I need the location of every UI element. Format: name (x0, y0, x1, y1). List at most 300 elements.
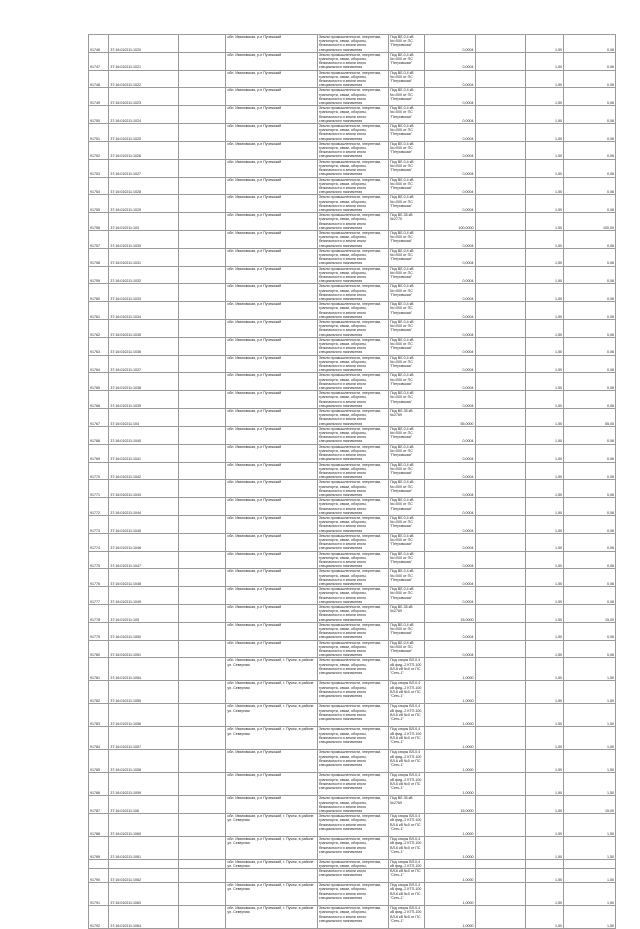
tax-rate-cell: 1,50 (526, 284, 564, 302)
address-cell: обл. Ивановская, р-н Пучежский (226, 177, 318, 195)
row-number-cell: 91749 (89, 88, 109, 106)
table-row (89, 444, 616, 462)
area-cell: 0,0004 (424, 551, 475, 569)
cadastral-number-cell: 37:16:010211:1020 (109, 35, 178, 53)
land-category-cell: Земли промышленности, энергетики, транспорта, связи, обороны, безопасности и земли иного специального назначения (317, 373, 388, 391)
empty-cell (178, 88, 226, 106)
empty-cell (475, 213, 526, 231)
area-cell: 0,0004 (424, 284, 475, 302)
empty-cell (475, 837, 526, 860)
empty-cell (178, 426, 226, 444)
empty-cell (178, 409, 226, 427)
tax-amount-cell: 0,06 (564, 480, 616, 498)
empty-cell (178, 141, 226, 159)
land-use-cell: Под ВЛ-0,4 кВ №=000 от ПС "Петровская" (389, 35, 425, 53)
row-number-cell: 91759 (89, 266, 109, 284)
cadastral-number-cell: 37:16:010211:1051 (109, 640, 178, 658)
area-cell: 0,0004 (424, 640, 475, 658)
table-row (89, 337, 616, 355)
empty-cell (178, 796, 226, 814)
land-use-cell: Под ВЛ-0,4 кВ №=000 от ПС "Петровская" (389, 622, 425, 640)
empty-cell (178, 533, 226, 551)
tax-amount-cell: 0,06 (564, 551, 616, 569)
tax-amount-cell: 0,06 (564, 35, 616, 53)
empty-cell (178, 551, 226, 569)
address-cell: обл. Ивановская, р-н Пучежский (226, 337, 318, 355)
cadastral-number-cell: 37:16:010211:1058 (109, 750, 178, 773)
land-category-cell: Земли промышленности, энергетики, транспорта, связи, обороны, безопасности и земли иного специального назначения (317, 533, 388, 551)
tax-rate-cell: 1,50 (526, 195, 564, 213)
cadastral-number-cell: 37:16:010211:1056 (109, 704, 178, 727)
land-use-cell: Под опоры ВЛ-0,4 кВ фид.-2 КТП-100 ВЛ-6 кВ №0 от ПС "Сеть-1" (389, 681, 425, 704)
row-number-cell: 91760 (89, 284, 109, 302)
cadastral-number-cell: 37:16:010211:1061 (109, 837, 178, 860)
row-number-cell: 91750 (89, 106, 109, 124)
address-cell: обл. Ивановская, р-н Пучежский, г. Пучеж, в районе ул. Северная (226, 681, 318, 704)
land-use-cell: Под ВЛ-35 кВ №2769 (389, 605, 425, 623)
empty-cell (475, 426, 526, 444)
cadastral-number-cell: 37:16:010211:1035 (109, 320, 178, 338)
tax-amount-cell: 0,06 (564, 587, 616, 605)
row-number-cell: 91754 (89, 177, 109, 195)
land-category-cell: Земли промышленности, энергетики, транспорта, связи, обороны, безопасности и земли иного специального назначения (317, 35, 388, 53)
empty-cell (475, 551, 526, 569)
tax-rate-cell: 1,50 (526, 444, 564, 462)
table-row (89, 587, 616, 605)
cadastral-number-cell: 37:16:010211:1060 (109, 814, 178, 837)
area-cell: 0,0004 (424, 177, 475, 195)
land-use-cell: Под опоры ВЛ-0,4 кВ фид.-2 КТП-100 ВЛ-6 кВ №0 от ПС "Сеть-1" (389, 837, 425, 860)
address-cell: обл. Ивановская, р-н Пучежский (226, 141, 318, 159)
land-category-cell: Земли промышленности, энергетики, транспорта, связи, обороны, безопасности и земли иного специального назначения (317, 177, 388, 195)
address-cell: обл. Ивановская, р-н Пучежский (226, 124, 318, 142)
row-number-cell: 91792 (89, 906, 109, 929)
tax-amount-cell: 0,06 (564, 177, 616, 195)
address-cell: обл. Ивановская, р-н Пучежский (226, 52, 318, 70)
tax-rate-cell: 1,50 (526, 480, 564, 498)
row-number-cell: 91752 (89, 141, 109, 159)
table-row (89, 284, 616, 302)
tax-amount-cell: 0,06 (564, 320, 616, 338)
tax-rate-cell: 1,50 (526, 837, 564, 860)
land-category-cell: Земли промышленности, энергетики, транспорта, связи, обороны, безопасности и земли иного специального назначения (317, 426, 388, 444)
empty-cell (475, 337, 526, 355)
tax-rate-cell: 1,50 (526, 337, 564, 355)
table-row (89, 640, 616, 658)
land-use-cell: Под ВЛ-0,4 кВ №=000 от ПС "Петровская" (389, 515, 425, 533)
table-row (89, 409, 616, 427)
cadastral-number-cell: 37:16:010211:1036 (109, 337, 178, 355)
cadastral-number-cell: 37:16:010211:1044 (109, 498, 178, 516)
address-cell: обл. Ивановская, р-н Пучежский (226, 551, 318, 569)
area-cell: 0,0004 (424, 515, 475, 533)
land-category-cell: Земли промышленности, энергетики, транспорта, связи, обороны, безопасности и земли иного специального назначения (317, 480, 388, 498)
area-cell: 0,0004 (424, 569, 475, 587)
row-number-cell: 91786 (89, 773, 109, 796)
tax-rate-cell: 1,50 (526, 533, 564, 551)
empty-cell (475, 355, 526, 373)
land-category-cell: Земли промышленности, энергетики, транспорта, связи, обороны, безопасности и земли иного специального назначения (317, 837, 388, 860)
land-use-cell: Под ВЛ-0,4 кВ №=000 от ПС "Петровская" (389, 551, 425, 569)
tax-rate-cell: 1,50 (526, 622, 564, 640)
row-number-cell: 91791 (89, 883, 109, 906)
tax-rate-cell: 1,50 (526, 640, 564, 658)
address-cell: обл. Ивановская, р-н Пучежский, г. Пучеж, в районе ул. Северная (226, 814, 318, 837)
table-row (89, 658, 616, 681)
land-category-cell: Земли промышленности, энергетики, транспорта, связи, обороны, безопасности и земли иного специального назначения (317, 462, 388, 480)
tax-rate-cell: 1,50 (526, 605, 564, 623)
empty-cell (475, 444, 526, 462)
row-number-cell: 91776 (89, 569, 109, 587)
land-category-cell: Земли промышленности, энергетики, транспорта, связи, обороны, безопасности и земли иного специального назначения (317, 814, 388, 837)
address-cell: обл. Ивановская, р-н Пучежский (226, 320, 318, 338)
cadastral-number-cell: 37:16:010211:1038 (109, 373, 178, 391)
tax-amount-cell: 1,50 (564, 837, 616, 860)
cadastral-number-cell: 37:16:010211:1031 (109, 248, 178, 266)
tax-amount-cell: 1,50 (564, 814, 616, 837)
cadastral-number-cell: 37:16:010211:1021 (109, 52, 178, 70)
cadastral-number-cell: 37:16:010211:1022 (109, 70, 178, 88)
empty-cell (178, 622, 226, 640)
address-cell: обл. Ивановская, р-н Пучежский (226, 569, 318, 587)
address-cell: обл. Ивановская, р-н Пучежский (226, 35, 318, 53)
land-use-cell: Под ВЛ-0,4 кВ №=000 от ПС "Петровская" (389, 52, 425, 70)
area-cell: 1,0000 (424, 860, 475, 883)
row-number-cell: 91770 (89, 462, 109, 480)
table-row (89, 727, 616, 750)
row-number-cell: 91790 (89, 860, 109, 883)
cadastral-number-cell: 37:16:010211:103 (109, 213, 178, 231)
empty-cell (178, 70, 226, 88)
row-number-cell: 91758 (89, 248, 109, 266)
land-category-cell: Земли промышленности, энергетики, транспорта, связи, обороны, безопасности и земли иного специального назначения (317, 106, 388, 124)
table-row (89, 141, 616, 159)
land-category-cell: Земли промышленности, энергетики, транспорта, связи, обороны, безопасности и земли иного специального назначения (317, 302, 388, 320)
empty-cell (475, 159, 526, 177)
tax-amount-cell: 0,06 (564, 444, 616, 462)
area-cell: 0,0004 (424, 230, 475, 248)
row-number-cell: 91774 (89, 533, 109, 551)
land-category-cell: Земли промышленности, энергетики, транспорта, связи, обороны, безопасности и земли иного специального назначения (317, 52, 388, 70)
cadastral-number-cell: 37:16:010211:1041 (109, 444, 178, 462)
row-number-cell: 91756 (89, 213, 109, 231)
tax-rate-cell: 1,50 (526, 498, 564, 516)
cadastral-number-cell: 37:16:010211:1064 (109, 906, 178, 929)
empty-cell (475, 70, 526, 88)
tax-rate-cell: 1,50 (526, 860, 564, 883)
row-number-cell: 91753 (89, 159, 109, 177)
table-row (89, 88, 616, 106)
table-row (89, 213, 616, 231)
land-category-cell: Земли промышленности, энергетики, транспорта, связи, обороны, безопасности и земли иного специального назначения (317, 230, 388, 248)
empty-cell (475, 773, 526, 796)
land-category-cell: Земли промышленности, энергетики, транспорта, связи, обороны, безопасности и земли иного специального назначения (317, 444, 388, 462)
tax-rate-cell: 1,50 (526, 141, 564, 159)
address-cell: обл. Ивановская, р-н Пучежский, г. Пучеж, в районе ул. Северная (226, 883, 318, 906)
tax-amount-cell: 0,06 (564, 515, 616, 533)
tax-rate-cell: 1,50 (526, 883, 564, 906)
empty-cell (178, 159, 226, 177)
empty-cell (475, 533, 526, 551)
tax-amount-cell: 1,50 (564, 704, 616, 727)
address-cell: обл. Ивановская, р-н Пучежский (226, 230, 318, 248)
row-number-cell: 91772 (89, 498, 109, 516)
empty-cell (178, 883, 226, 906)
empty-cell (475, 569, 526, 587)
land-use-cell: Под ВЛ-0,4 кВ №=000 от ПС "Петровская" (389, 177, 425, 195)
land-category-cell: Земли промышленности, энергетики, транспорта, связи, обороны, безопасности и земли иного специального назначения (317, 622, 388, 640)
cadastral-number-cell: 37:16:010211:1050 (109, 622, 178, 640)
land-category-cell: Земли промышленности, энергетики, транспорта, связи, обороны, безопасности и земли иного специального назначения (317, 195, 388, 213)
tax-amount-cell: 0,06 (564, 533, 616, 551)
land-category-cell: Земли промышленности, энергетики, транспорта, связи, обороны, безопасности и земли иного специального назначения (317, 320, 388, 338)
table-row (89, 837, 616, 860)
table-row (89, 480, 616, 498)
area-cell: 0,0004 (424, 159, 475, 177)
empty-cell (178, 213, 226, 231)
land-category-cell: Земли промышленности, энергетики, транспорта, связи, обороны, безопасности и земли иного специального назначения (317, 658, 388, 681)
tax-rate-cell: 1,50 (526, 426, 564, 444)
table-row (89, 195, 616, 213)
tax-rate-cell: 1,50 (526, 569, 564, 587)
empty-cell (178, 462, 226, 480)
tax-rate-cell: 1,50 (526, 52, 564, 70)
cadastral-number-cell: 37:16:010211:1048 (109, 569, 178, 587)
address-cell: обл. Ивановская, р-н Пучежский (226, 373, 318, 391)
empty-cell (475, 177, 526, 195)
tax-amount-cell: 0,06 (564, 195, 616, 213)
land-use-cell: Под ВЛ-0,4 кВ №=000 от ПС "Петровская" (389, 88, 425, 106)
cadastral-number-cell: 37:16:010211:1028 (109, 177, 178, 195)
tax-rate-cell: 1,50 (526, 106, 564, 124)
cadastral-number-cell: 37:16:010211:1042 (109, 462, 178, 480)
empty-cell (475, 35, 526, 53)
land-category-cell: Земли промышленности, энергетики, транспорта, связи, обороны, безопасности и земли иного специального назначения (317, 796, 388, 814)
table-row (89, 605, 616, 623)
tax-rate-cell: 1,50 (526, 515, 564, 533)
land-category-cell: Земли промышленности, энергетики, транспорта, связи, обороны, безопасности и земли иного специального назначения (317, 681, 388, 704)
area-cell: 1,0000 (424, 658, 475, 681)
land-use-cell: Под ВЛ-0,4 кВ №=000 от ПС "Петровская" (389, 106, 425, 124)
tax-rate-cell: 1,50 (526, 320, 564, 338)
empty-cell (178, 773, 226, 796)
tax-amount-cell: 1,50 (564, 658, 616, 681)
row-number-cell: 91778 (89, 605, 109, 623)
tax-rate-cell: 1,50 (526, 681, 564, 704)
empty-cell (475, 230, 526, 248)
tax-amount-cell: 1,50 (564, 773, 616, 796)
address-cell: обл. Ивановская, р-н Пучежский (226, 195, 318, 213)
tax-amount-cell: 0,06 (564, 462, 616, 480)
row-number-cell: 91764 (89, 355, 109, 373)
table-row (89, 906, 616, 929)
empty-cell (475, 248, 526, 266)
land-use-cell: Под ВЛ-0,4 кВ №=000 от ПС "Петровская" (389, 302, 425, 320)
empty-cell (475, 284, 526, 302)
cadastral-number-cell: 37:16:010211:1054 (109, 658, 178, 681)
empty-cell (178, 320, 226, 338)
row-number-cell: 91767 (89, 409, 109, 427)
area-cell: 1,0000 (424, 681, 475, 704)
table-row (89, 106, 616, 124)
address-cell: обл. Ивановская, р-н Пучежский (226, 426, 318, 444)
empty-cell (475, 640, 526, 658)
tax-amount-cell: 1,50 (564, 727, 616, 750)
area-cell: 1,0000 (424, 750, 475, 773)
land-category-cell: Земли промышленности, энергетики, транспорта, связи, обороны, безопасности и земли иного специального назначения (317, 727, 388, 750)
empty-cell (178, 587, 226, 605)
empty-cell (178, 814, 226, 837)
table-row (89, 515, 616, 533)
tax-rate-cell: 1,50 (526, 373, 564, 391)
address-cell: обл. Ивановская, р-н Пучежский (226, 284, 318, 302)
address-cell: обл. Ивановская, р-н Пучежский (226, 409, 318, 427)
area-cell: 0,0004 (424, 70, 475, 88)
row-number-cell: 91766 (89, 391, 109, 409)
tax-amount-cell: 0,06 (564, 498, 616, 516)
tax-amount-cell: 0,06 (564, 640, 616, 658)
area-cell: 0,0004 (424, 426, 475, 444)
address-cell: обл. Ивановская, р-н Пучежский (226, 462, 318, 480)
row-number-cell: 91748 (89, 70, 109, 88)
row-number-cell: 91769 (89, 444, 109, 462)
tax-amount-cell: 15,00 (564, 605, 616, 623)
land-use-cell: Под ВЛ-0,4 кВ №=000 от ПС "Петровская" (389, 569, 425, 587)
land-category-cell: Земли промышленности, энергетики, транспорта, связи, обороны, безопасности и земли иного специального назначения (317, 409, 388, 427)
land-category-cell: Земли промышленности, энергетики, транспорта, связи, обороны, безопасности и земли иного специального назначения (317, 587, 388, 605)
table-row (89, 248, 616, 266)
cadastral-number-cell: 37:16:010211:1057 (109, 727, 178, 750)
empty-cell (178, 444, 226, 462)
address-cell: обл. Ивановская, р-н Пучежский (226, 640, 318, 658)
area-cell: 0,0004 (424, 391, 475, 409)
address-cell: обл. Ивановская, р-н Пучежский, г. Пучеж, в районе ул. Северная (226, 837, 318, 860)
empty-cell (475, 906, 526, 929)
row-number-cell: 91781 (89, 658, 109, 681)
empty-cell (178, 302, 226, 320)
empty-cell (475, 883, 526, 906)
table-row (89, 750, 616, 773)
land-use-cell: Под ВЛ-0,4 кВ №=000 от ПС "Петровская" (389, 355, 425, 373)
land-category-cell: Земли промышленности, энергетики, транспорта, связи, обороны, безопасности и земли иного специального назначения (317, 883, 388, 906)
empty-cell (178, 704, 226, 727)
land-category-cell: Земли промышленности, энергетики, транспорта, связи, обороны, безопасности и земли иного специального назначения (317, 70, 388, 88)
tax-amount-cell: 0,06 (564, 337, 616, 355)
tax-amount-cell: 0,06 (564, 569, 616, 587)
land-category-cell: Земли промышленности, энергетики, транспорта, связи, обороны, безопасности и земли иного специального назначения (317, 88, 388, 106)
land-category-cell: Земли промышленности, энергетики, транспорта, связи, обороны, безопасности и земли иного специального назначения (317, 284, 388, 302)
address-cell: обл. Ивановская, р-н Пучежский (226, 391, 318, 409)
tax-amount-cell: 0,06 (564, 159, 616, 177)
tax-rate-cell: 1,50 (526, 551, 564, 569)
empty-cell (475, 750, 526, 773)
empty-cell (475, 860, 526, 883)
address-cell: обл. Ивановская, р-н Пучежский, г. Пучеж, в районе ул. Северная (226, 860, 318, 883)
empty-cell (178, 391, 226, 409)
land-use-cell: Под ВЛ-0,4 кВ №=000 от ПС "Петровская" (389, 337, 425, 355)
tax-amount-cell: 0,06 (564, 141, 616, 159)
empty-cell (178, 906, 226, 929)
tax-rate-cell: 1,50 (526, 213, 564, 231)
table-row (89, 391, 616, 409)
tax-amount-cell: 55,00 (564, 409, 616, 427)
tax-rate-cell: 1,50 (526, 906, 564, 929)
empty-cell (475, 302, 526, 320)
empty-cell (475, 587, 526, 605)
empty-cell (475, 622, 526, 640)
empty-cell (475, 515, 526, 533)
tax-amount-cell: 0,06 (564, 355, 616, 373)
land-use-cell: Под ВЛ-0,4 кВ №=000 от ПС "Петровская" (389, 444, 425, 462)
land-category-cell: Земли промышленности, энергетики, транспорта, связи, обороны, безопасности и земли иного специального назначения (317, 906, 388, 929)
empty-cell (178, 373, 226, 391)
land-category-cell: Земли промышленности, энергетики, транспорта, связи, обороны, безопасности и земли иного специального назначения (317, 640, 388, 658)
table-row (89, 860, 616, 883)
empty-cell (475, 141, 526, 159)
empty-cell (178, 284, 226, 302)
empty-cell (178, 480, 226, 498)
land-use-cell: Под ВЛ-35 кВ №2770 (389, 213, 425, 231)
area-cell: 0,0004 (424, 355, 475, 373)
empty-cell (475, 814, 526, 837)
tax-amount-cell: 0,06 (564, 70, 616, 88)
row-number-cell: 91747 (89, 52, 109, 70)
empty-cell (475, 266, 526, 284)
address-cell: обл. Ивановская, р-н Пучежский (226, 605, 318, 623)
address-cell: обл. Ивановская, р-н Пучежский (226, 302, 318, 320)
table-row (89, 230, 616, 248)
address-cell: обл. Ивановская, р-н Пучежский (226, 622, 318, 640)
row-number-cell: 91787 (89, 796, 109, 814)
table-row (89, 373, 616, 391)
area-cell: 0,0004 (424, 337, 475, 355)
area-cell: 0,0004 (424, 106, 475, 124)
land-category-cell: Земли промышленности, энергетики, транспорта, связи, обороны, безопасности и земли иного специального назначения (317, 498, 388, 516)
address-cell: обл. Ивановская, р-н Пучежский (226, 355, 318, 373)
empty-cell (178, 681, 226, 704)
tax-amount-cell: 0,06 (564, 52, 616, 70)
land-use-cell: Под ВЛ-0,4 кВ №=000 от ПС "Петровская" (389, 230, 425, 248)
land-use-cell: Под опоры ВЛ-0,4 кВ фид.-2 КТП-100 ВЛ-6 кВ №0 от ПС "Сеть-1" (389, 773, 425, 796)
cadastral-number-cell: 37:16:010211:1024 (109, 106, 178, 124)
area-cell: 1,0000 (424, 883, 475, 906)
empty-cell (178, 177, 226, 195)
empty-cell (475, 52, 526, 70)
address-cell: обл. Ивановская, р-н Пучежский (226, 88, 318, 106)
area-cell: 0,0004 (424, 141, 475, 159)
table-body (89, 35, 616, 929)
empty-cell (178, 605, 226, 623)
empty-cell (178, 266, 226, 284)
area-cell: 1,0000 (424, 704, 475, 727)
land-use-cell: Под ВЛ-0,4 кВ №=000 от ПС "Петровская" (389, 462, 425, 480)
area-cell: 0,0004 (424, 266, 475, 284)
cadastral-number-cell: 37:16:010211:1034 (109, 302, 178, 320)
empty-cell (475, 480, 526, 498)
empty-cell (475, 704, 526, 727)
area-cell: 0,0004 (424, 35, 475, 53)
area-cell: 15,0000 (424, 796, 475, 814)
area-cell: 0,0004 (424, 248, 475, 266)
address-cell: обл. Ивановская, р-н Пучежский (226, 106, 318, 124)
land-category-cell: Земли промышленности, энергетики, транспорта, связи, обороны, безопасности и земли иного специального назначения (317, 860, 388, 883)
land-use-cell: Под ВЛ-0,4 кВ №=000 от ПС "Петровская" (389, 373, 425, 391)
land-use-cell: Под ВЛ-0,4 кВ №=000 от ПС "Петровская" (389, 498, 425, 516)
row-number-cell: 91762 (89, 320, 109, 338)
row-number-cell: 91780 (89, 640, 109, 658)
land-use-cell: Под ВЛ-0,4 кВ №=000 от ПС "Петровская" (389, 159, 425, 177)
table-row (89, 52, 616, 70)
